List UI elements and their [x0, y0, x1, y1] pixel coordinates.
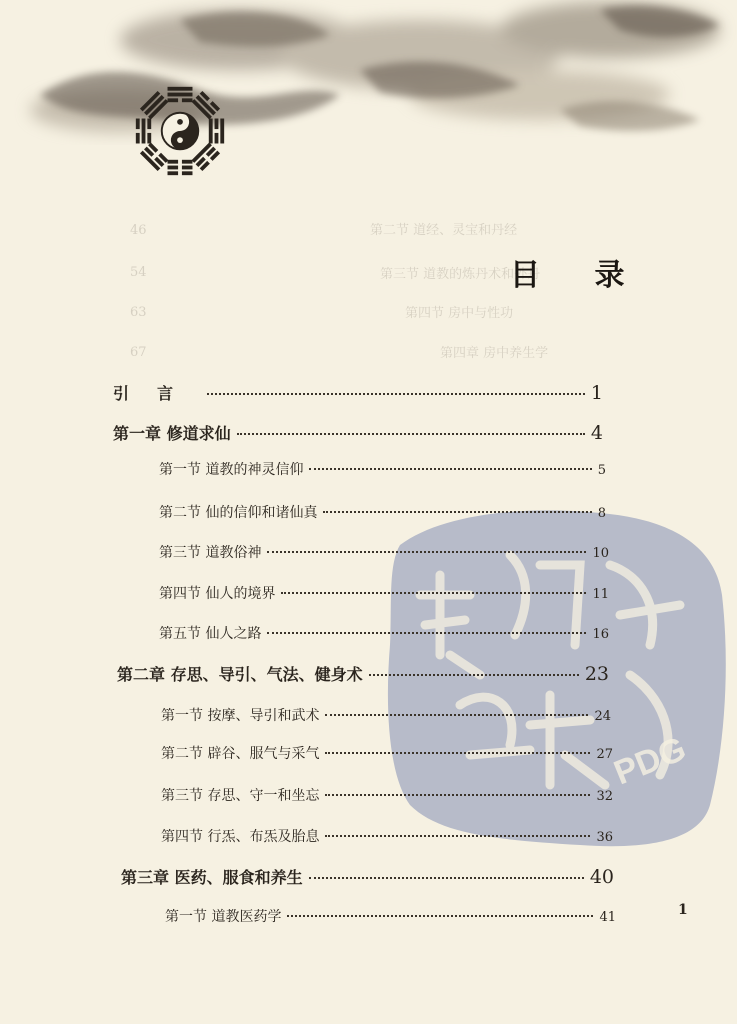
- toc-entry-intro[interactable]: [113, 381, 603, 404]
- bagua-icon: [132, 83, 228, 179]
- toc-page-number: 41: [599, 910, 616, 925]
- dot-leader: [325, 794, 590, 796]
- dot-leader: [325, 714, 588, 716]
- dot-leader: [325, 835, 590, 837]
- dot-leader: [207, 393, 585, 395]
- show-through-line: 第二节 道经、灵宝和丹经: [370, 223, 518, 238]
- dot-leader: [309, 877, 584, 879]
- toc-entry-section[interactable]: [161, 705, 611, 725]
- toc-entry-section[interactable]: [159, 623, 609, 643]
- toc-label: 第五节 仙人之路: [159, 626, 262, 642]
- toc-page-number: 1: [590, 382, 603, 404]
- toc-label: 第三节 道教俗神: [159, 545, 262, 561]
- toc-label: 第二节 辟谷、服气与采气: [161, 746, 320, 762]
- watermark-text: PDG: [608, 729, 692, 793]
- toc-entry-chapter[interactable]: [121, 865, 614, 888]
- toc-label: 引言: [113, 384, 202, 403]
- dot-leader: [309, 468, 591, 470]
- toc-label: 第三章 医药、服食和养生: [121, 868, 303, 887]
- ink-cloud-decoration: [0, 0, 737, 160]
- dot-leader: [237, 433, 585, 435]
- toc-entry-chapter[interactable]: [113, 421, 603, 444]
- toc-entry-section[interactable]: [165, 906, 616, 926]
- toc-page-number: 36: [596, 830, 613, 845]
- dot-leader: [267, 551, 586, 553]
- show-through-line: 第四章 房中养生学: [440, 346, 549, 361]
- toc-page-number: 16: [592, 627, 609, 642]
- folio-page-number: 1: [678, 902, 688, 918]
- toc-entry-section[interactable]: [161, 743, 613, 763]
- toc-page-number: 5: [597, 463, 606, 478]
- dot-leader: [267, 632, 586, 634]
- show-through-line: 第三节 道教的炼丹术和外丹: [380, 267, 541, 282]
- toc-page-number: 11: [592, 587, 609, 602]
- toc-label: 第一节 道教的神灵信仰: [159, 462, 304, 478]
- dot-leader: [323, 511, 591, 513]
- toc-label: 第二章 存思、导引、气法、健身术: [117, 665, 363, 684]
- dot-leader: [369, 674, 579, 676]
- toc-label: 第一章 修道求仙: [113, 424, 231, 443]
- toc-label: 第三节 存思、守一和坐忘: [161, 788, 320, 804]
- show-through-line: 第四节 房中与性功: [405, 306, 514, 321]
- show-through-page: 63: [130, 305, 147, 320]
- toc-page-number: 23: [584, 663, 609, 685]
- show-through-page: 67: [130, 345, 147, 360]
- toc-entry-section[interactable]: [161, 785, 613, 805]
- toc-entry-section[interactable]: [161, 826, 613, 846]
- toc-entry-section[interactable]: [159, 583, 609, 603]
- toc-label: 第一节 道教医药学: [165, 909, 282, 925]
- toc-entry-chapter[interactable]: [117, 662, 609, 685]
- toc-page-number: 32: [596, 789, 613, 804]
- toc-entry-section[interactable]: [159, 459, 606, 479]
- dot-leader: [325, 752, 590, 754]
- toc-entry-section[interactable]: [159, 502, 606, 522]
- dot-leader: [287, 915, 593, 917]
- toc-label: 第二节 仙的信仰和诸仙真: [159, 505, 318, 521]
- toc-entry-section[interactable]: [159, 542, 609, 562]
- page-title: 目 录: [510, 258, 647, 293]
- toc-page-number: 8: [597, 506, 606, 521]
- toc-page-number: 4: [590, 422, 603, 444]
- toc-page-number: 40: [589, 866, 614, 888]
- toc-label: 第四节 仙人的境界: [159, 586, 276, 602]
- dot-leader: [281, 592, 586, 594]
- toc-label: 第四节 行炁、布炁及胎息: [161, 829, 320, 845]
- show-through-page: 54: [130, 265, 147, 280]
- show-through-page: 46: [130, 223, 147, 238]
- toc-label: 第一节 按摩、导引和武术: [161, 708, 320, 724]
- toc-page-number: 27: [596, 747, 613, 762]
- toc-page-number: 24: [594, 709, 611, 724]
- toc-page-number: 10: [592, 546, 609, 561]
